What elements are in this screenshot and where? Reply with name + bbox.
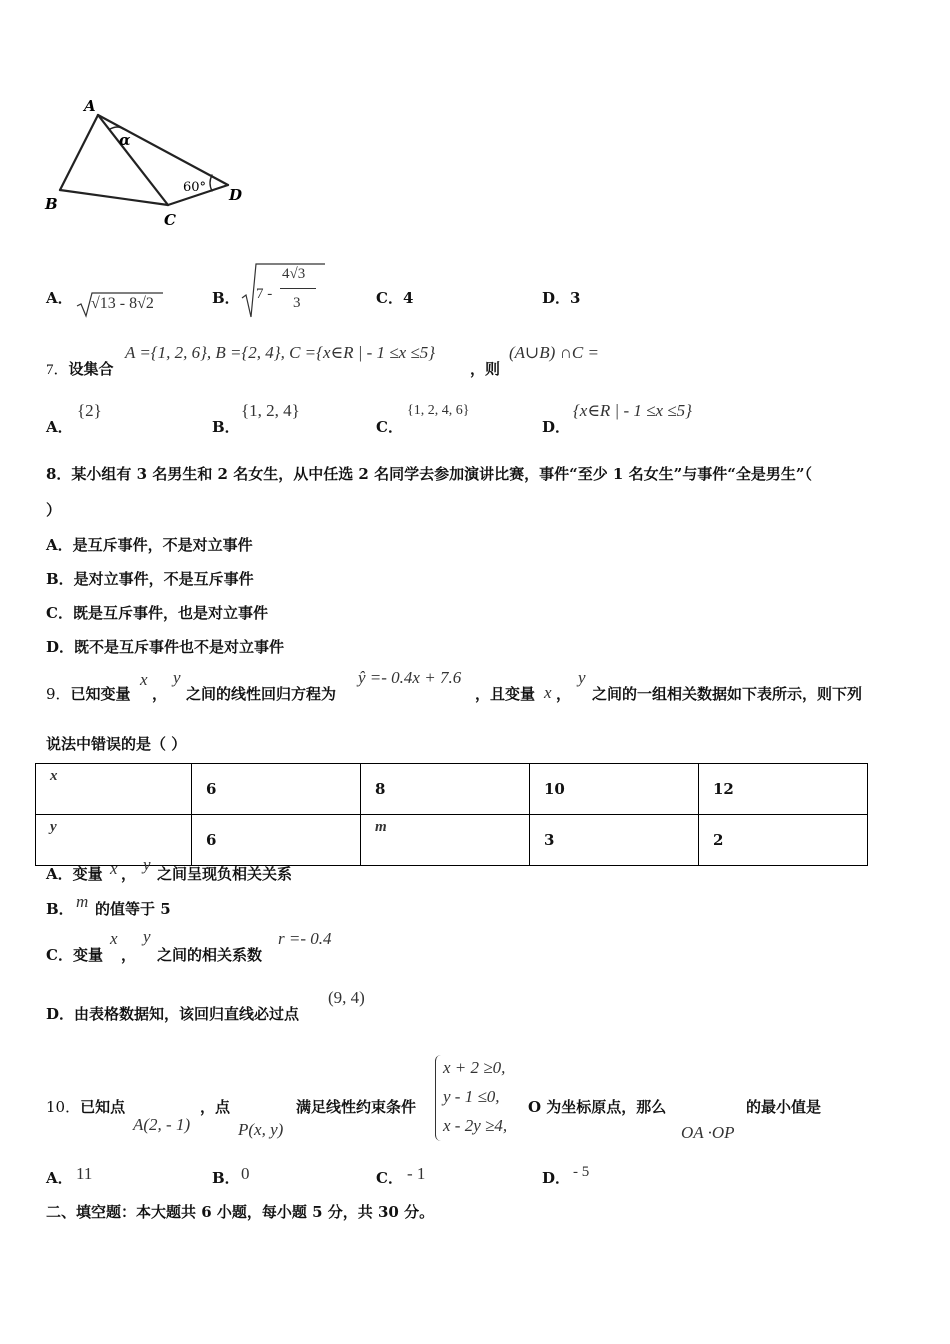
table-cell: 12 [699, 764, 868, 815]
q6-option-d: D．3 [542, 289, 581, 307]
q6-option-c: C．4 [376, 289, 414, 307]
q9-stem-start: 9．已知变量 [46, 685, 131, 703]
q10-option-a-letter: A． [46, 1169, 73, 1187]
q10-stem-p2: ，点 [200, 1098, 231, 1116]
table-cell: 6 [192, 815, 361, 866]
q9-option-d-pre: D．由表格数据知，该回归直线必过点 [46, 1005, 300, 1023]
q7-stem: 7．设集合 [46, 360, 114, 378]
q9-data-table [35, 763, 868, 866]
table-cell: 2 [699, 815, 868, 866]
q10-constraint-1: x + 2 ≥0, [443, 1058, 506, 1077]
q9-option-c-x: x [110, 929, 118, 948]
q9-option-a-y: y [143, 855, 151, 874]
q7-option-c-letter: C． [376, 418, 403, 436]
q9-option-c-mid: 之间的相关系数 [157, 946, 263, 964]
q7-option-b-letter: B． [212, 418, 240, 436]
q9-comma: ， [152, 685, 168, 703]
q6-option-b-expr: 7 - 4√3 3 [240, 262, 330, 322]
q6-option-a-expr: √13 - 8√2 [75, 290, 165, 325]
q7-option-a-value: {2} [77, 401, 102, 420]
label-angle: 60° [183, 180, 207, 195]
label-d: D [229, 186, 243, 204]
q10-dot-product: OA ·OP [681, 1123, 735, 1142]
q10-stem-p3: 满足线性约束条件 [296, 1098, 417, 1116]
q7-ask: (A∪B) ∩C = [509, 343, 599, 362]
q10-option-a-value: 11 [76, 1164, 93, 1183]
label-alpha: α [119, 131, 131, 149]
table-cell: 10 [530, 764, 699, 815]
q10-stem-start: 10．已知点 [46, 1098, 126, 1116]
q9-comma2: ， [556, 685, 572, 703]
q7-sets: A ={1, 2, 6}, B ={2, 4}, C ={x∈R | - 1 ≤x ≤5} [125, 343, 436, 362]
q10-option-b-letter: B． [212, 1169, 240, 1187]
constraint-brace [435, 1055, 442, 1141]
q9-stem-end: 之间的一组相关数据如下表所示，则下列 [592, 685, 863, 703]
triangle-figure [40, 95, 250, 230]
q7-option-b-value: {1, 2, 4} [241, 401, 300, 420]
table-cell: 6 [192, 764, 361, 815]
q8-stem-line2: ） [46, 501, 62, 519]
q9-stem-mid: 之间的线性回归方程为 [186, 685, 337, 703]
q9-option-c-eq: r =- 0.4 [278, 929, 332, 948]
table-row [36, 764, 868, 815]
label-a: A [84, 97, 96, 115]
table-cell: y [36, 815, 192, 866]
q9-option-d-point: (9, 4) [328, 988, 365, 1007]
q9-stem-mid2: ，且变量 [475, 685, 536, 703]
table-cell: 8 [361, 764, 530, 815]
q9-option-c-y: y [143, 927, 151, 946]
q10-option-c-letter: C． [376, 1169, 403, 1187]
q6-option-a: A． [46, 289, 73, 307]
q10-constraint-2: y - 1 ≤0, [443, 1087, 500, 1106]
q10-stem-p5: 的最小值是 [746, 1098, 822, 1116]
q8-option-a: A．是互斥事件，不是对立事件 [46, 536, 253, 554]
q9-option-b-post: 的值等于 5 [95, 900, 171, 918]
q10-constraint-3: x - 2y ≥4, [443, 1116, 508, 1135]
q10-option-b-value: 0 [241, 1164, 250, 1183]
q7-option-a-letter: A． [46, 418, 73, 436]
q7-option-d-value: {x∈R | - 1 ≤x ≤5} [573, 401, 692, 420]
q10-option-d-letter: D． [542, 1169, 571, 1187]
q7-option-c-value: {1, 2, 4, 6} [407, 403, 470, 418]
q9-var-y2: y [578, 668, 586, 687]
q9-option-a-x: x [110, 859, 118, 878]
q8-stem-line1: 8．某小组有 3 名男生和 2 名女生，从中任选 2 名同学去参加演讲比赛，事件“至少 1 名女生”与事件“全是男生”（ [46, 465, 812, 483]
label-b: B [45, 195, 58, 213]
q8-option-c: C．既是互斥事件，也是对立事件 [46, 604, 268, 622]
q9-var-x: x [140, 670, 148, 689]
q10-point-p: P(x, y) [238, 1120, 284, 1139]
q6-option-b: B． [212, 289, 240, 307]
q9-option-b-pre: B． [46, 900, 74, 918]
q9-var-y: y [173, 668, 181, 687]
q7-then: ，则 [470, 360, 501, 378]
q10-option-d-value: - 5 [573, 1164, 590, 1180]
q9-option-a-pre: A．变量 [46, 865, 103, 883]
table-cell: x [36, 764, 192, 815]
q10-option-c-value: - 1 [407, 1164, 426, 1183]
q9-regression-eq: ŷ =- 0.4x + 7.6 [358, 668, 462, 687]
q9-option-c-comma: ， [121, 946, 137, 964]
q9-stem-line2: 说法中错误的是（ ） [46, 735, 187, 753]
q9-option-a-comma: ， [121, 865, 137, 883]
table-row [36, 815, 868, 866]
q9-option-c-pre: C．变量 [46, 946, 103, 964]
q9-option-a-post: 之间呈现负相关关系 [157, 865, 293, 883]
section-heading: 二、填空题：本大题共 6 小题，每小题 5 分，共 30 分。 [46, 1203, 435, 1221]
table-cell: 3 [530, 815, 699, 866]
q8-option-b: B．是对立事件，不是互斥事件 [46, 570, 254, 588]
table-cell: m [361, 815, 530, 866]
label-c: C [164, 211, 176, 229]
q9-var-x2: x [544, 683, 552, 702]
q8-option-d: D．既不是互斥事件也不是对立事件 [46, 638, 285, 656]
q10-point-a: A(2, - 1) [133, 1115, 191, 1134]
q7-option-d-letter: D． [542, 418, 571, 436]
q10-stem-p4: O 为坐标原点，那么 [528, 1098, 667, 1116]
q9-option-b-m: m [76, 892, 89, 911]
